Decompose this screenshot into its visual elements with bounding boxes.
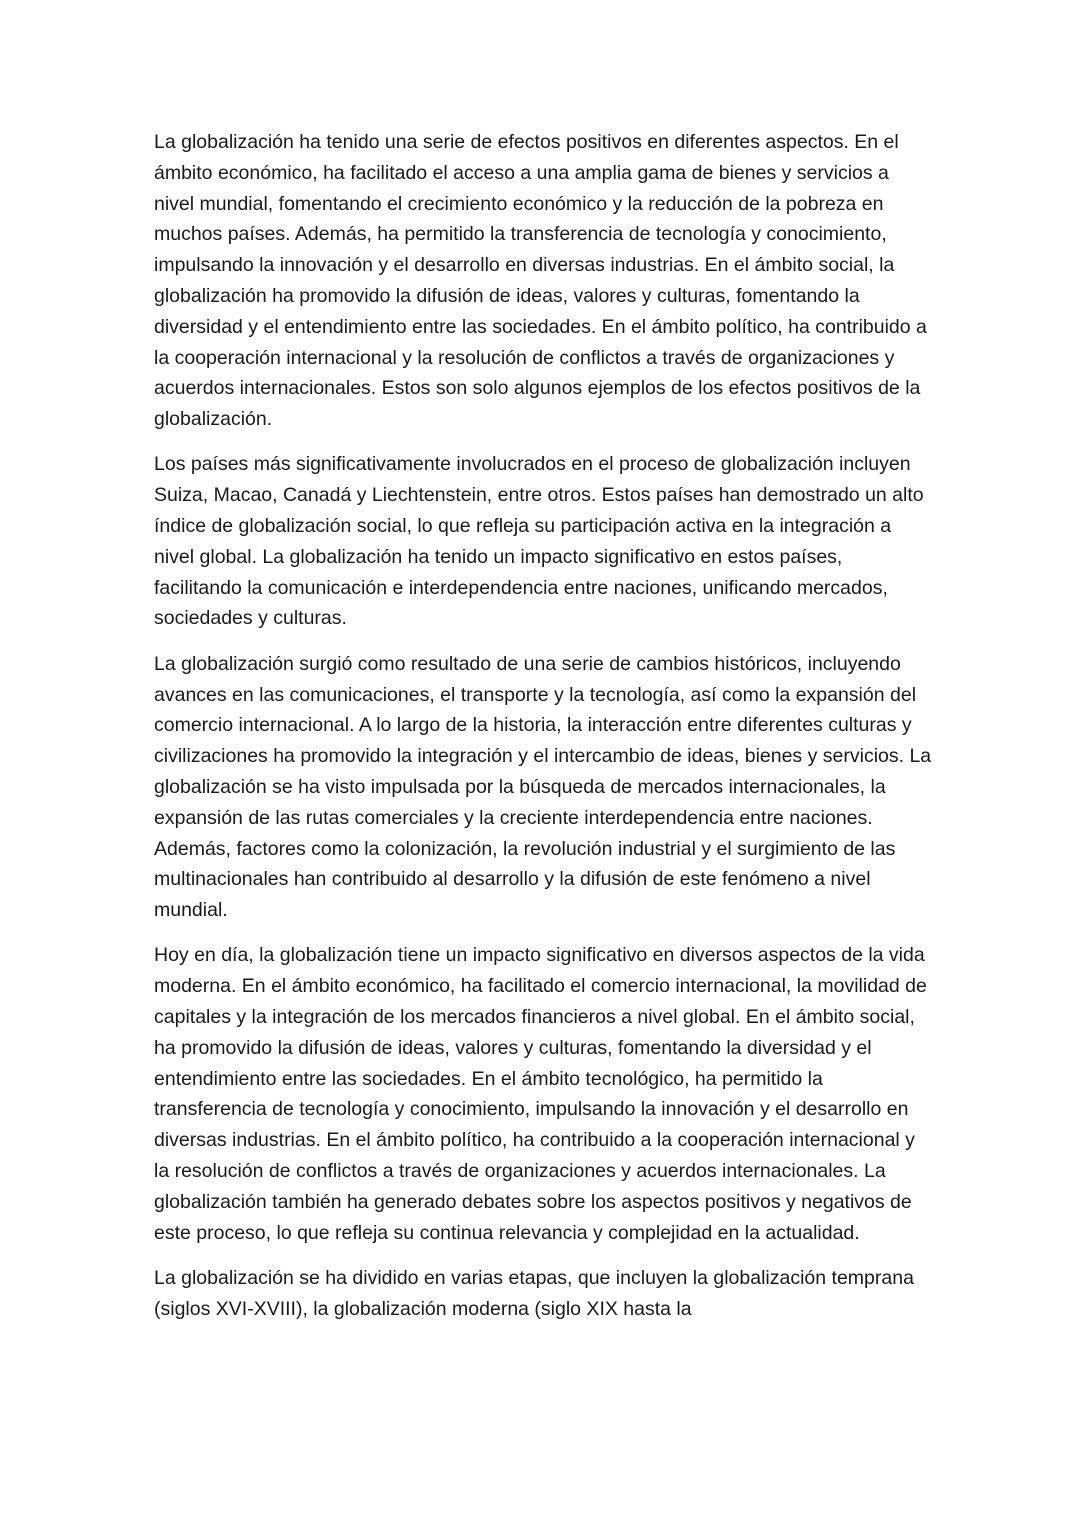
paragraph-positive-effects: La globalización ha tenido una serie de efectos positivos en diferentes aspectos. En el ámbito económico, ha facilitado el acceso a una amplia gama de bienes y servicios a nivel mundial, fomentando el crecimiento económico y la reducción de la pobreza en muchos países. Además, ha permitido la transferencia de tecnología y conocimiento, impulsando la innovación y el desarrollo en diversas industrias. En el ámbito social, la globalización ha promovido la difusión de ideas, valores y culturas, fomentando la diversidad y el entendimiento entre las sociedades. En el ámbito político, ha contribuido a la cooperación internacional y la resolución de conflictos a través de organizaciones y acuerdos internacionales. Estos son solo algunos ejemplos de los efectos positivos de la globalización. xyxy=(154,131,927,431)
paragraph-stages: La globalización se ha dividido en varias etapas, que incluyen la globalización temprana (siglos XVI-XVIII), la globalización moderna (siglo XIX hasta la xyxy=(154,1266,914,1320)
document-body xyxy=(154,127,934,1324)
paragraph-involved-countries: Los países más significativamente involucrados en el proceso de globalización incluyen Suiza, Macao, Canadá y Liechtenstein, entre otros. Estos países han demostrado un alto índice de globalización social, lo que refleja su participación activa en la integración a nivel global. La globalización ha tenido un impacto significativo en estos países, facilitando la comunicación e interdependencia entre naciones, unificando mercados, sociedades y culturas. xyxy=(154,453,924,630)
paragraph-origins: La globalización surgió como resultado de una serie de cambios históricos, incluyendo avances en las comunicaciones, el transporte y la tecnología, así como la expansión del comercio internacional. A lo largo de la historia, la interacción entre diferentes culturas y civilizaciones ha promovido la integración y el intercambio de ideas, bienes y servicios. La globalización se ha visto impulsada por la búsqueda de mercados internacionales, la expansión de las rutas comerciales y la creciente interdependencia entre naciones. Además, factores como la colonización, la revolución industrial y el surgimiento de las multinacionales han contribuido al desarrollo y la difusión de este fenómeno a nivel mundial. xyxy=(154,652,932,922)
paragraph-current-impact: Hoy en día, la globalización tiene un impacto significativo en diversos aspectos de la vida moderna. En el ámbito económico, ha facilitado el comercio internacional, la movilidad de capitales y la integración de los mercados financieros a nivel global. En el ámbito social, ha promovido la difusión de ideas, valores y culturas, fomentando la diversidad y el entendimiento entre las sociedades. En el ámbito tecnológico, ha permitido la transferencia de tecnología y conocimiento, impulsando la innovación y el desarrollo en diversas industrias. En el ámbito político, ha contribuido a la cooperación internacional y la resolución de conflictos a través de organizaciones y acuerdos internacionales. La globalización también ha generado debates sobre los aspectos positivos y negativos de este proceso, lo que refleja su continua relevancia y complejidad en la actualidad. xyxy=(154,944,927,1244)
